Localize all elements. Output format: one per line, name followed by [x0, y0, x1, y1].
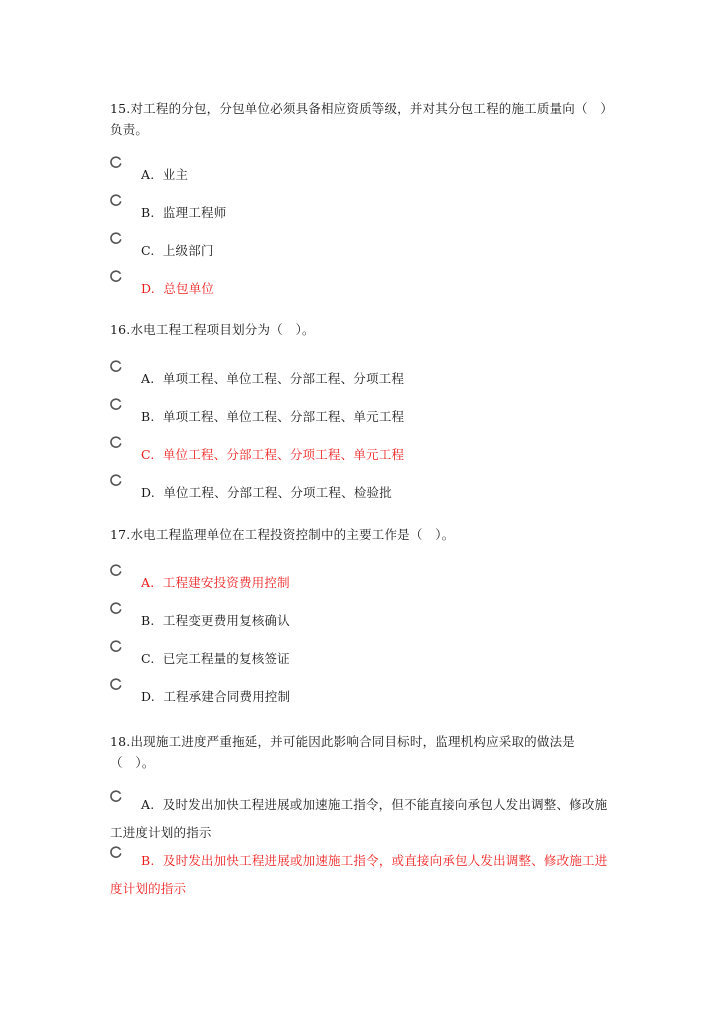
option-label: C. 已完工程量的复核签证 [141, 651, 290, 666]
option-label-correct: A. 工程建安投资费用控制 [141, 575, 290, 590]
radio-button-icon[interactable] [110, 564, 122, 576]
question-16-option-c[interactable] [110, 446, 610, 468]
option-label: C. 上级部门 [141, 243, 214, 258]
option-label: D. 单位工程、分部工程、分项工程、检验批 [141, 485, 392, 500]
radio-button-icon[interactable] [110, 640, 122, 652]
question-15-option-b[interactable] [110, 204, 610, 226]
question-17-title: 17.水电工程监理单位在工程投资控制中的主要工作是（ ）。 [110, 527, 455, 542]
option-label: D. 工程承建合同费用控制 [141, 689, 291, 704]
option-label: B. 监理工程师 [141, 205, 227, 220]
option-label: B. 单项工程、单位工程、分部工程、单元工程 [141, 409, 405, 424]
question-15-title: 15.对工程的分包，分包单位必须具备相应资质等级，并对其分包工程的施工质量向（ ）负责。 [110, 101, 607, 137]
radio-button-icon[interactable] [110, 398, 122, 410]
option-label-correct: C. 单位工程、分部工程、分项工程、单元工程 [141, 447, 405, 462]
radio-button-icon[interactable] [110, 474, 122, 486]
option-label: B. 工程变更费用复核确认 [141, 613, 290, 628]
radio-button-icon[interactable] [110, 156, 122, 168]
radio-button-icon[interactable] [110, 436, 122, 448]
radio-button-icon[interactable] [110, 846, 122, 858]
radio-button-icon[interactable] [110, 678, 122, 690]
question-18-option-b[interactable] [110, 847, 610, 903]
option-label-correct: 及时发出加快工程进展或加速施工指令，或直接向承包人发出调整、修改施工进度计划的指示 [110, 853, 608, 896]
radio-button-icon[interactable] [110, 232, 122, 244]
radio-button-icon[interactable] [110, 270, 122, 282]
option-label: 及时发出加快工程进展或加速施工指令，但不能直接向承包人发出调整、修改施工进度计划的指示 [110, 797, 608, 840]
option-label: A. 业主 [141, 167, 189, 182]
question-18-title: 18.出现施工进度严重拖延，并可能因此影响合同目标时，监理机构应采取的做法是（ ）。 [110, 734, 575, 770]
question-15-option-d[interactable] [110, 280, 610, 302]
option-letter: A. [141, 797, 155, 812]
question-18-option-a[interactable] [110, 791, 610, 847]
option-letter: B. [141, 853, 155, 868]
option-label: A. 单项工程、单位工程、分部工程、分项工程 [141, 371, 405, 386]
option-label-correct: D. 总包单位 [141, 281, 215, 296]
question-16-option-a[interactable] [110, 370, 610, 392]
question-17-option-d[interactable] [110, 688, 610, 710]
question-15-option-a[interactable] [110, 166, 610, 188]
radio-button-icon[interactable] [110, 602, 122, 614]
question-17-option-b[interactable] [110, 612, 610, 634]
question-15-option-c[interactable] [110, 242, 610, 264]
question-17-option-c[interactable] [110, 650, 610, 672]
question-17-option-a[interactable] [110, 574, 610, 596]
question-16-option-d[interactable] [110, 484, 610, 506]
radio-button-icon[interactable] [110, 790, 122, 802]
radio-button-icon[interactable] [110, 360, 122, 372]
question-16-option-b[interactable] [110, 408, 610, 430]
radio-button-icon[interactable] [110, 194, 122, 206]
question-16-title: 16.水电工程工程项目划分为（ ）。 [110, 322, 315, 337]
